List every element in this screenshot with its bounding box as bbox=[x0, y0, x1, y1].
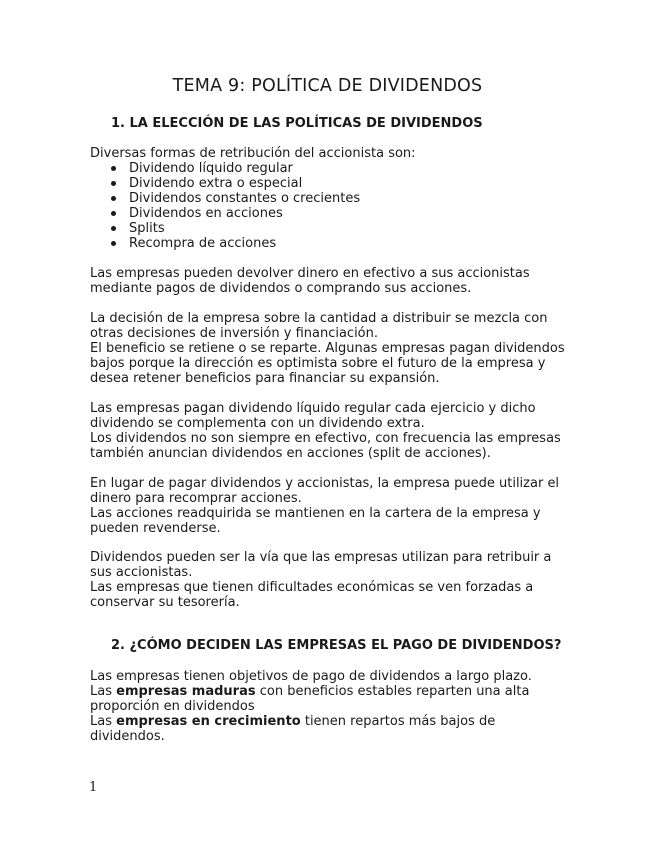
retribution-list bbox=[90, 161, 570, 251]
list-item: Recompra de acciones bbox=[90, 236, 570, 251]
list-item: Dividendo extra o especial bbox=[90, 176, 570, 191]
paragraph: Dividendos pueden ser la vía que las empresas utilizan para retribuir a sus accionistas. Las empresas que tienen dificultades económicas se ven forzadas a conservar su tesorería. bbox=[90, 550, 552, 610]
section-2-heading: 2. ¿CÓMO DECIDEN LAS EMPRESAS EL PAGO DE DIVIDENDOS? bbox=[111, 638, 562, 653]
section-1-intro-block bbox=[90, 146, 570, 251]
bullet-icon bbox=[111, 196, 116, 201]
intro-text: Diversas formas de retribución del accionista son: bbox=[90, 146, 416, 161]
bullet-icon bbox=[111, 181, 116, 186]
list-item: Dividendos en acciones bbox=[90, 206, 570, 221]
page-number: 1 bbox=[89, 780, 98, 795]
growth-companies-term: empresas en crecimiento bbox=[116, 714, 301, 729]
section-2-body: Las empresas tienen objetivos de pago de dividendos a largo plazo. Las empresas maduras con beneficios estables reparten una alta proporción en dividendos Las empresas en crecimiento tienen repartos más bajos de dividendos. bbox=[90, 669, 532, 744]
list-item: Dividendo líquido regular bbox=[90, 161, 570, 176]
list-item: Dividendos constantes o crecientes bbox=[90, 191, 570, 206]
page-title: TEMA 9: POLÍTICA DE DIVIDENDOS bbox=[172, 76, 483, 96]
list-item: Splits bbox=[90, 221, 570, 236]
paragraph: Las empresas pueden devolver dinero en efectivo a sus accionistas mediante pagos de dividendos o comprando sus acciones. bbox=[90, 266, 530, 296]
paragraph: La decisión de la empresa sobre la cantidad a distribuir se mezcla con otras decisiones de inversión y financiación. El beneficio se retiene o se reparte. Algunas empresas pagan dividendos bajos porque la dirección es optimista sobre el futuro de la empresa y desea retener beneficios para financiar su expansión. bbox=[90, 311, 565, 386]
bullet-icon bbox=[111, 211, 116, 216]
mature-companies-term: empresas maduras bbox=[116, 684, 256, 699]
bullet-icon bbox=[111, 241, 116, 246]
bullet-icon bbox=[111, 166, 116, 171]
section-1-heading: 1. LA ELECCIÓN DE LAS POLÍTICAS DE DIVIDENDOS bbox=[111, 116, 483, 131]
paragraph: En lugar de pagar dividendos y accionistas, la empresa puede utilizar el dinero para recomprar acciones. Las acciones readquirida se mantienen en la cartera de la empresa y pueden revenderse. bbox=[90, 476, 560, 536]
bullet-icon bbox=[111, 226, 116, 231]
paragraph: Las empresas pagan dividendo líquido regular cada ejercicio y dicho dividendo se complementa con un dividendo extra. Los dividendos no son siempre en efectivo, con frecuencia las empresas también anuncian dividendos en acciones (split de acciones). bbox=[90, 401, 561, 461]
